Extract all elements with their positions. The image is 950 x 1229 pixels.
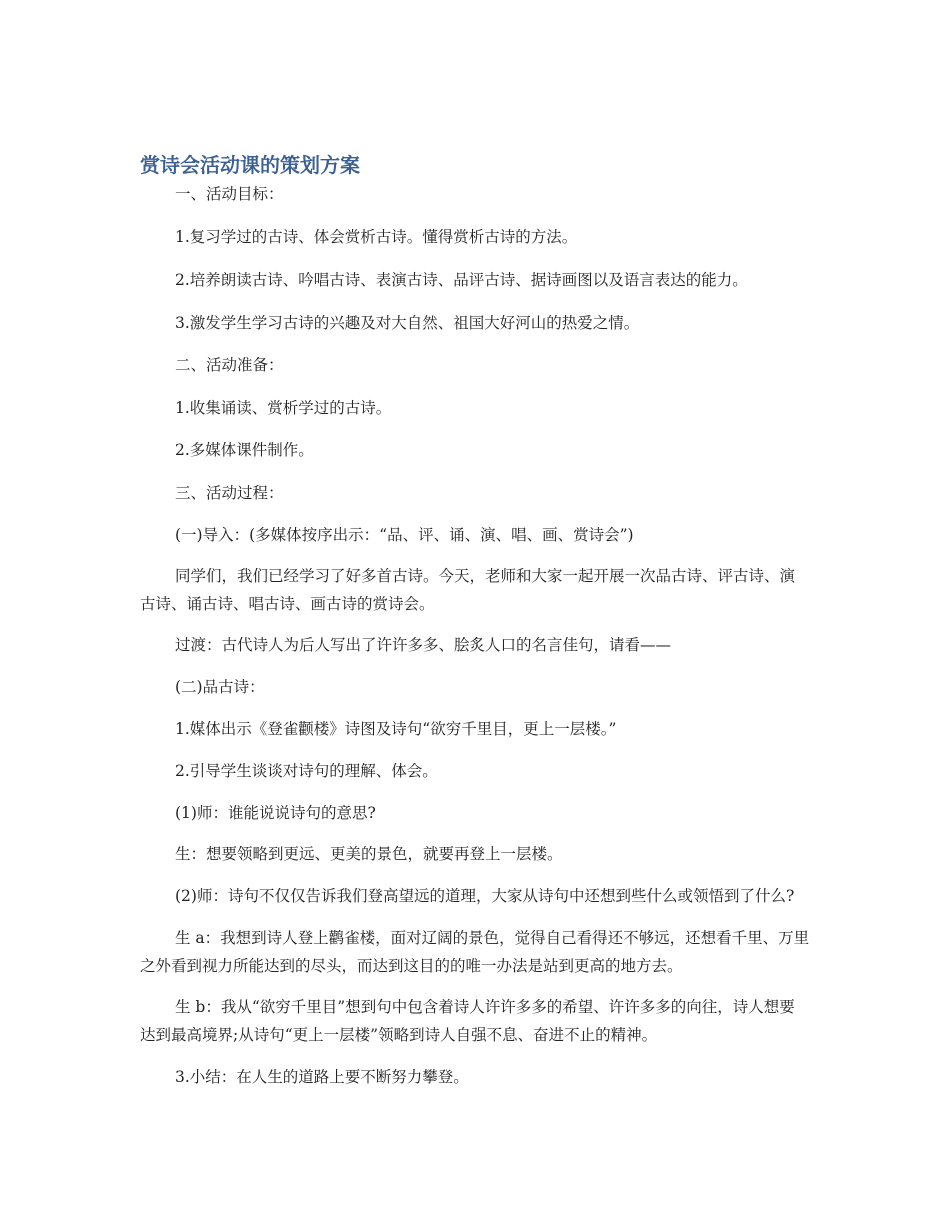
paragraph: 2.多媒体课件制作。 [175, 441, 314, 459]
paragraph: 生 b：我从“欲穷千里目”想到句中包含着诗人许许多多的希望、许许多多的向往，诗人想要达到最高境界;从诗句“更上一层楼”领略到诗人自强不息、奋进不止的精神。 [140, 998, 795, 1044]
paragraph: (一)导入：(多媒体按序出示：“品、评、诵、演、唱、画、赏诗会”) [175, 526, 634, 544]
paragraph: 过渡：古代诗人为后人写出了许许多多、脍炙人口的名言佳句，请看—— [175, 636, 672, 654]
paragraph: 同学们，我们已经学习了好多首古诗。今天，老师和大家一起开展一次品古诗、评古诗、演古诗、诵古诗、唱古诗、画古诗的赏诗会。 [140, 567, 796, 613]
paragraph: 2.培养朗读古诗、吟唱古诗、表演古诗、品评古诗、据诗画图以及语言表达的能力。 [175, 271, 748, 289]
document-title: 赏诗会活动课的策划方案 [140, 153, 360, 177]
paragraph: 1.复习学过的古诗、体会赏析古诗。懂得赏析古诗的方法。 [175, 228, 578, 246]
paragraph: 1.收集诵读、赏析学过的古诗。 [175, 399, 392, 417]
paragraph: 3.小结：在人生的道路上要不断努力攀登。 [175, 1068, 469, 1086]
paragraph: 2.引导学生谈谈对诗句的理解、体会。 [175, 762, 438, 780]
paragraph-section-heading: 三、活动过程： [175, 484, 284, 502]
paragraph: 1.媒体出示《登雀颧楼》诗图及诗句“欲穷千里目，更上一层楼。” [175, 720, 617, 738]
paragraph: (2)师：诗句不仅仅告诉我们登高望远的道理，大家从诗句中还想到些什么或领悟到了什么? [175, 887, 795, 905]
paragraph: 生 a：我想到诗人登上鹳雀楼，面对辽阔的景色，觉得自己看得还不够远，还想看千里、万里之外看到视力所能达到的尽头，而达到这目的的唯一办法是站到更高的地方去。 [140, 929, 810, 975]
paragraph: 生：想要领略到更远、更美的景色，就要再登上一层楼。 [175, 845, 563, 863]
paragraph: (1)师：谁能说说诗句的意思? [175, 804, 376, 822]
document-body [140, 180, 810, 1091]
paragraph: 3.激发学生学习古诗的兴趣及对大自然、祖国大好河山的热爱之情。 [175, 314, 640, 332]
paragraph-section-heading: 一、活动目标： [175, 185, 284, 203]
paragraph-section-heading: 二、活动准备： [175, 356, 284, 374]
paragraph-section-heading: (二)品古诗： [175, 678, 265, 696]
